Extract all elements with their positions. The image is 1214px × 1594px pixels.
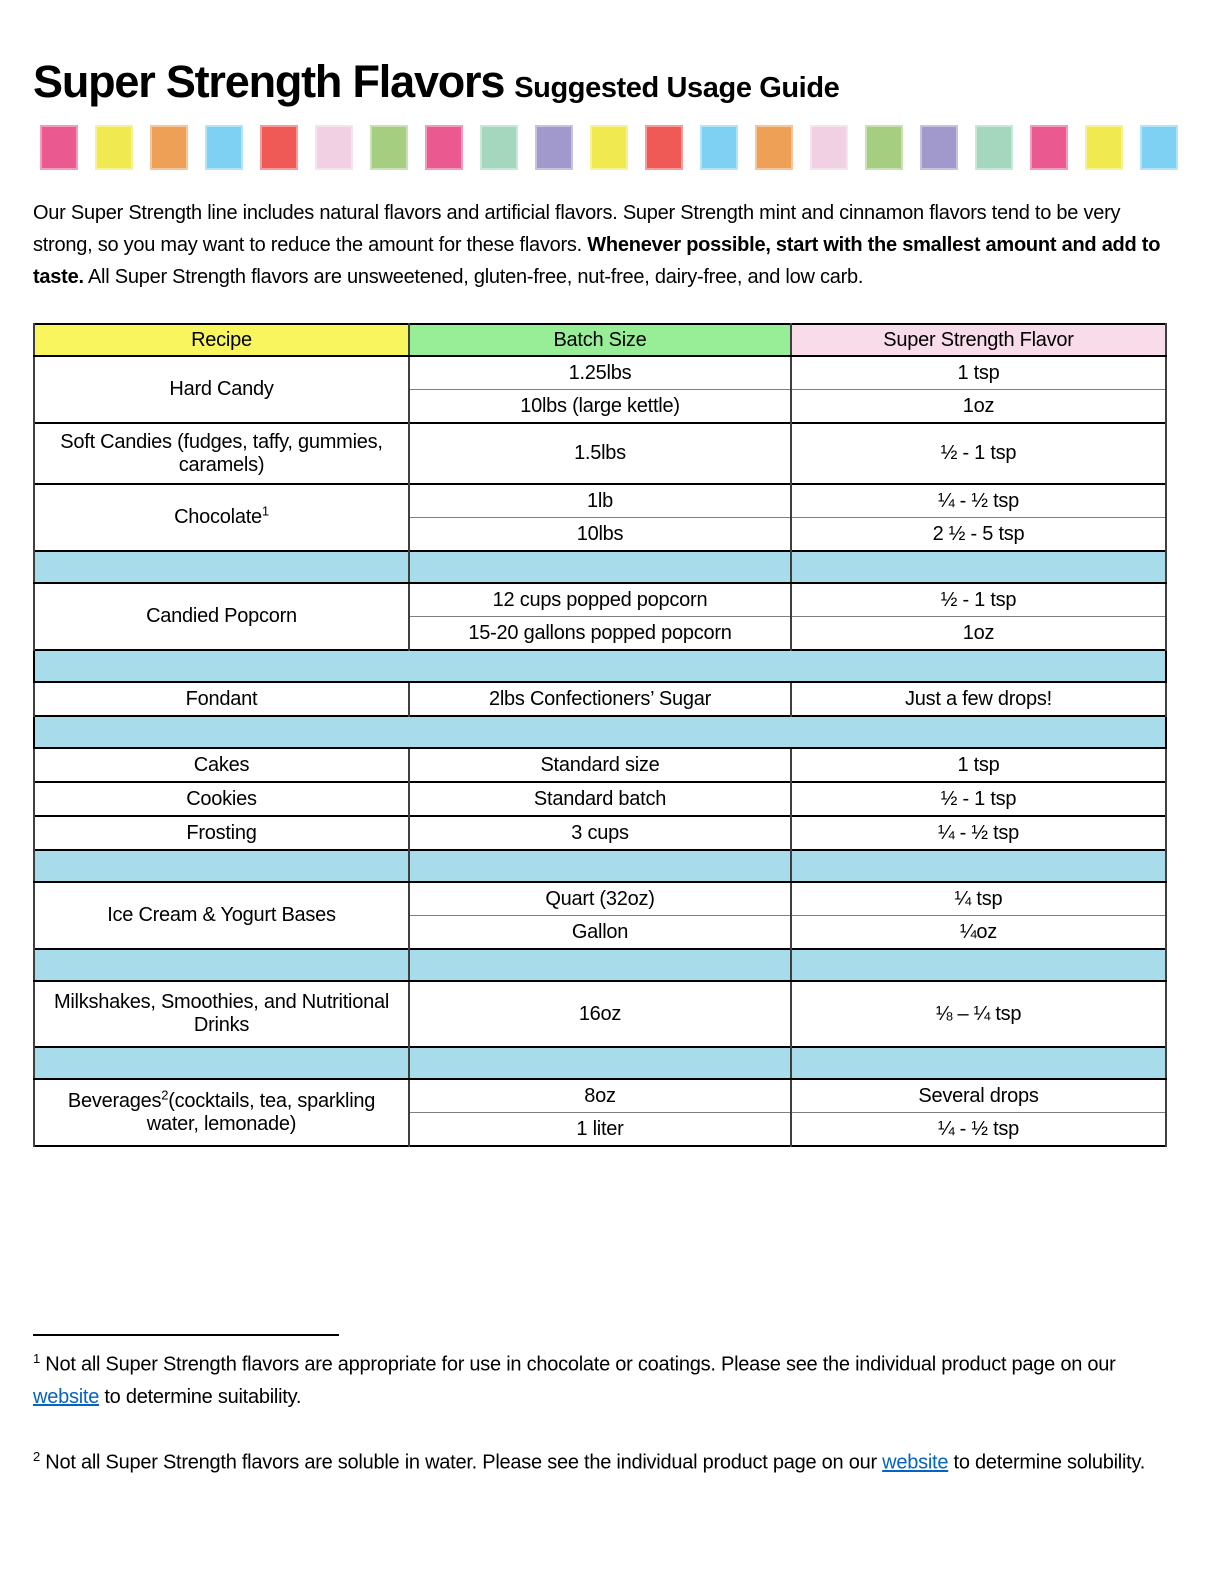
column-header-recipe: Recipe	[34, 324, 409, 356]
table-row	[34, 484, 1166, 518]
batch-size-cell: 1.5lbs	[409, 423, 791, 484]
stripe-square-17	[975, 125, 1013, 170]
flavor-amount-cell: ¼oz	[791, 916, 1166, 950]
flavor-amount-cell: Just a few drops!	[791, 682, 1166, 716]
recipe-name: Ice Cream & Yogurt Bases	[107, 904, 336, 926]
flavor-amount-cell: 1oz	[791, 390, 1166, 424]
batch-size-cell: 1lb	[409, 484, 791, 518]
flavor-amount-cell: ½ - 1 tsp	[791, 423, 1166, 484]
title-subtitle: Suggested Usage Guide	[514, 72, 840, 104]
flavor-amount-cell: ¼ - ½ tsp	[791, 1113, 1166, 1147]
flavor-amount-cell: ¼ - ½ tsp	[791, 484, 1166, 518]
footnote-ref: 2	[161, 1086, 169, 1102]
table-row	[34, 882, 1166, 916]
recipe-suffix: (cocktails, tea, sparkling water, lemonade)	[146, 1089, 376, 1135]
color-stripe	[40, 125, 1181, 170]
table-row	[34, 682, 1166, 716]
recipe-cell	[34, 782, 409, 816]
spacer-cell	[34, 850, 409, 882]
recipe-cell	[34, 682, 409, 716]
stripe-square-5	[315, 125, 353, 170]
batch-size-cell: 3 cups	[409, 816, 791, 850]
table-row	[34, 981, 1166, 1047]
spacer-row	[34, 850, 1166, 882]
stripe-square-1	[95, 125, 133, 170]
usage-table	[33, 323, 1167, 1147]
spacer-cell	[34, 551, 409, 583]
intro-part2: All Super Strength flavors are unsweetened, gluten-free, nut-free, dairy-free, and low carb.	[83, 266, 864, 288]
spacer-cell	[791, 551, 1166, 583]
batch-size-cell: 10lbs (large kettle)	[409, 390, 791, 424]
recipe-cell	[34, 981, 409, 1047]
recipe-name: Beverages	[67, 1089, 162, 1112]
stripe-square-14	[810, 125, 848, 170]
batch-size-cell: Gallon	[409, 916, 791, 950]
spacer-cell	[791, 1047, 1166, 1079]
spacer-row	[34, 1047, 1166, 1079]
batch-size-cell: 1 liter	[409, 1113, 791, 1147]
stripe-square-13	[755, 125, 793, 170]
stripe-square-19	[1085, 125, 1123, 170]
recipe-name: Candied Popcorn	[146, 605, 297, 627]
flavor-amount-cell: ½ - 1 tsp	[791, 583, 1166, 617]
flavor-amount-cell: ⅛ – ¼ tsp	[791, 981, 1166, 1047]
stripe-square-7	[425, 125, 463, 170]
footnote-2-text1: Not all Super Strength flavors are soluble in water. Please see the individual product page on our	[39, 1452, 883, 1475]
batch-size-cell: 2lbs Confectioners’ Sugar	[409, 682, 791, 716]
flavor-amount-cell: ½ - 1 tsp	[791, 782, 1166, 816]
footnote-ref: 1	[261, 503, 269, 519]
recipe-cell	[34, 816, 409, 850]
batch-size-cell: Quart (32oz)	[409, 882, 791, 916]
intro-paragraph	[33, 197, 1181, 293]
batch-size-cell: 16oz	[409, 981, 791, 1047]
footnote-1-text1: Not all Super Strength flavors are appropriate for use in chocolate or coatings. Please see the individual product page on our	[39, 1353, 1116, 1376]
recipe-name: Hard Candy	[169, 378, 274, 400]
stripe-square-16	[920, 125, 958, 170]
spacer-cell	[409, 551, 791, 583]
recipe-cell	[34, 1079, 409, 1146]
table-header-row	[34, 324, 1166, 356]
batch-size-cell: 15-20 gallons popped popcorn	[409, 617, 791, 651]
flavor-amount-cell: 1oz	[791, 617, 1166, 651]
stripe-square-12	[700, 125, 738, 170]
stripe-square-9	[535, 125, 573, 170]
table-row	[34, 583, 1166, 617]
batch-size-cell: Standard batch	[409, 782, 791, 816]
spacer-cell	[34, 650, 1166, 682]
flavor-amount-cell: ¼ - ½ tsp	[791, 816, 1166, 850]
flavor-amount-cell: ¼ tsp	[791, 882, 1166, 916]
column-header-super-strength-flavor: Super Strength Flavor	[791, 324, 1166, 356]
flavor-amount-cell: 2 ½ - 5 tsp	[791, 518, 1166, 552]
spacer-cell	[34, 949, 409, 981]
batch-size-cell: Standard size	[409, 748, 791, 782]
stripe-square-10	[590, 125, 628, 170]
recipe-name: Frosting	[186, 821, 257, 844]
table-row	[34, 748, 1166, 782]
recipe-name: Chocolate	[174, 506, 262, 528]
title-main: Super Strength Flavors	[33, 56, 505, 107]
stripe-square-11	[645, 125, 683, 170]
website-link-1[interactable]: website	[33, 1386, 100, 1409]
batch-size-cell: 10lbs	[409, 518, 791, 552]
recipe-name: Soft Candies (fudges, taffy, gummies, caramels)	[60, 430, 383, 476]
recipe-cell	[34, 748, 409, 782]
spacer-row	[34, 551, 1166, 583]
footnote-1-text2: to determine suitability.	[99, 1386, 302, 1409]
recipe-cell	[34, 583, 409, 650]
page-title	[33, 56, 1181, 108]
recipe-name: Milkshakes, Smoothies, and Nutritional Drinks	[53, 991, 390, 1036]
spacer-cell	[409, 949, 791, 981]
recipe-name: Fondant	[185, 687, 258, 710]
stripe-square-6	[370, 125, 408, 170]
footnote-2-text2: to determine solubility.	[948, 1452, 1146, 1475]
spacer-cell	[34, 716, 1166, 748]
intro-bold: Whenever possible, start with the smallest amount and add to taste.	[33, 234, 1161, 288]
footnote-separator	[33, 1334, 339, 1336]
recipe-cell	[34, 882, 409, 949]
footnote-2	[33, 1446, 1158, 1479]
recipe-name: Cakes	[193, 753, 250, 776]
spacer-row	[34, 716, 1166, 748]
stripe-square-18	[1030, 125, 1068, 170]
table-row	[34, 423, 1166, 484]
flavor-amount-cell: 1 tsp	[791, 356, 1166, 390]
recipe-cell	[34, 356, 409, 423]
spacer-cell	[409, 850, 791, 882]
flavor-amount-cell: 1 tsp	[791, 748, 1166, 782]
flavor-amount-cell: Several drops	[791, 1079, 1166, 1113]
footnote-2-marker: 2	[33, 1449, 40, 1465]
batch-size-cell: 12 cups popped popcorn	[409, 583, 791, 617]
table-row	[34, 1079, 1166, 1113]
stripe-square-8	[480, 125, 518, 170]
table-row	[34, 356, 1166, 390]
table-row	[34, 782, 1166, 816]
recipe-cell	[34, 423, 409, 484]
stripe-square-15	[865, 125, 903, 170]
batch-size-cell: 1.25lbs	[409, 356, 791, 390]
spacer-row	[34, 650, 1166, 682]
stripe-square-0	[40, 125, 78, 170]
spacer-cell	[791, 850, 1166, 882]
footnote-1-marker: 1	[33, 1351, 40, 1366]
recipe-name: Cookies	[186, 787, 257, 810]
recipe-cell	[34, 484, 409, 551]
footnote-1	[33, 1348, 1158, 1413]
intro-part1: Our Super Strength line includes natural flavors and artificial flavors. Super Strength mint and cinnamon flavors tend to be very strong, so you may want to reduce the amount for these flavors.	[33, 202, 1121, 256]
website-link-2[interactable]: website	[882, 1452, 949, 1475]
column-header-batch-size: Batch Size	[409, 324, 791, 356]
stripe-square-3	[205, 125, 243, 170]
spacer-cell	[409, 1047, 791, 1079]
spacer-cell	[791, 949, 1166, 981]
spacer-cell	[34, 1047, 409, 1079]
table-row	[34, 816, 1166, 850]
spacer-row	[34, 949, 1166, 981]
stripe-square-4	[260, 125, 298, 170]
batch-size-cell: 8oz	[409, 1079, 791, 1113]
stripe-square-20	[1140, 125, 1178, 170]
stripe-square-2	[150, 125, 188, 170]
